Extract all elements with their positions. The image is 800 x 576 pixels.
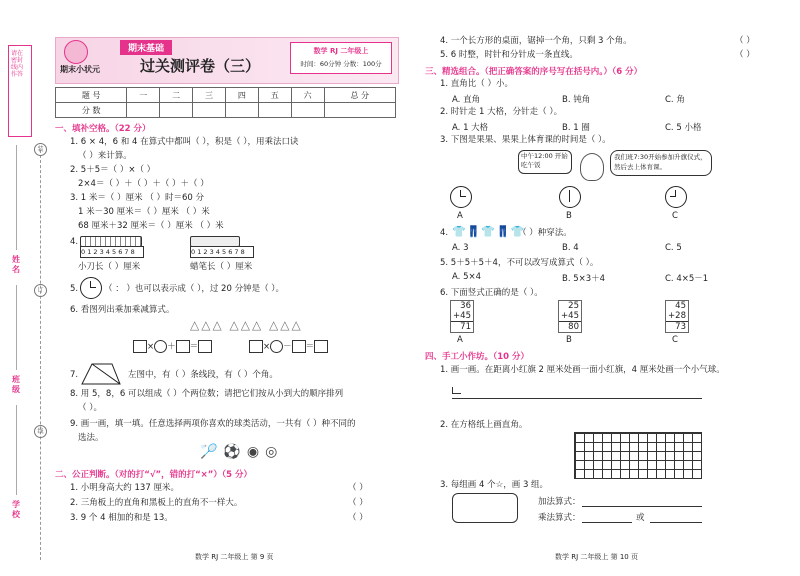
mul-answer-line-1[interactable] bbox=[582, 522, 632, 523]
s1-q5-number: 5. bbox=[70, 284, 79, 294]
drawing-line[interactable] bbox=[452, 398, 702, 399]
seal-line bbox=[40, 150, 41, 560]
section-1-title: 一、填补空格。（22 分） bbox=[55, 124, 151, 134]
score-cell: 分 数 bbox=[56, 103, 127, 118]
s1-q5-text: （ ： ）也可以表示成（ ），过 20 分钟是（ ）。 bbox=[104, 284, 285, 294]
clock-a-icon bbox=[450, 186, 472, 208]
child-icon bbox=[580, 153, 604, 181]
s1-q4-number: 4. bbox=[70, 237, 79, 247]
s3-q3-opt-a[interactable]: A bbox=[457, 211, 463, 221]
score-header-row bbox=[56, 88, 396, 103]
calc-b-top: 25 bbox=[568, 301, 579, 311]
section-3-title: 三、精选组合。（把正确答案的序号写在括号内。）（6 分） bbox=[425, 67, 643, 77]
score-input[interactable] bbox=[258, 103, 291, 118]
s1-q7-number: 7. bbox=[70, 370, 79, 380]
school-label: 学校 bbox=[12, 500, 20, 519]
score-cell: 六 bbox=[291, 88, 324, 103]
s4-q3-add-label: 加法算式： bbox=[538, 497, 581, 507]
clock-c-icon bbox=[665, 186, 687, 208]
flag-icon bbox=[452, 387, 461, 394]
clock-icon bbox=[80, 277, 102, 299]
s3-q1-opt-c[interactable]: C. 角 bbox=[665, 95, 685, 105]
trapezoid-icon bbox=[80, 362, 122, 386]
logo-text: 期末小状元 bbox=[60, 65, 100, 74]
score-cell: 题 号 bbox=[56, 88, 127, 103]
s3-q6-text: 6. 下面竖式正确的是（ ）。 bbox=[440, 288, 543, 298]
s1-q3-line3: 68 厘米＋32 厘米＝（ ）厘米 （ ）米 bbox=[78, 221, 224, 231]
s1-q6-text: 6. 看图列出乘加乘减算式。 bbox=[70, 305, 175, 315]
s1-q2-line2: 2×4＝（ ）＋（ ）＋（ ）＋（ ） bbox=[78, 179, 209, 189]
add-answer-line[interactable] bbox=[582, 506, 702, 507]
s4-q3-or: 或 bbox=[636, 513, 645, 523]
score-input[interactable] bbox=[291, 103, 324, 118]
s2-q1-text: 1. 小明身高大约 137 厘米。 bbox=[70, 483, 179, 493]
s3-q2-opt-c[interactable]: C. 5 小格 bbox=[665, 123, 702, 133]
vertical-calc-c bbox=[665, 300, 689, 333]
school-line bbox=[16, 405, 17, 495]
s1-q8-line2: （ ）。 bbox=[78, 403, 102, 413]
star-drawing-box[interactable] bbox=[452, 493, 518, 523]
s2-q4-text: 4. 一个长方形的桌面，锯掉一个角，只剩 3 个角。 bbox=[440, 36, 632, 46]
footer-left: 数学 RJ 二年级上 第 9 页 bbox=[195, 553, 274, 561]
score-cell: 五 bbox=[258, 88, 291, 103]
s4-q2-text: 2. 在方格纸上画直角。 bbox=[440, 420, 528, 430]
s3-q5-opt-c[interactable]: C. 4×5－1 bbox=[665, 274, 709, 284]
info-grade: 数学 RJ 二年级上 bbox=[313, 47, 369, 55]
score-cell: 一 bbox=[127, 88, 160, 103]
grid-paper[interactable] bbox=[574, 432, 702, 479]
s4-q3-text: 3. 每组画 4 个☆，画 3 组。 bbox=[440, 480, 549, 490]
s1-q9-line1: 9. 画一画，填一填。任意选择两项你喜欢的球类活动，一共有（ ）种不同的 bbox=[70, 419, 356, 429]
calc-b-result: 80 bbox=[568, 322, 579, 332]
name-line bbox=[16, 145, 17, 250]
s3-q3-opt-c[interactable]: C bbox=[672, 211, 678, 221]
s3-q6-opt-b[interactable]: B bbox=[566, 335, 572, 345]
clock-b-icon bbox=[559, 186, 581, 208]
s1-q8-line1: 8. 用 5，8，6 可以组成（ ）个两位数；请把它们按从小到大的顺序排列 bbox=[70, 389, 344, 399]
score-table bbox=[55, 87, 396, 118]
calc-c-top: 45 bbox=[675, 301, 686, 311]
s1-q1-line1: 1. 6 × 4，6 和 4 在算式中都叫（ ），积是（ ），用乘法口诀 bbox=[70, 137, 299, 147]
s2-q2-text: 2. 三角板上的直角和黑板上的直角不一样大。 bbox=[70, 498, 243, 508]
s1-q4-knife: 小刀长（ ）厘米 bbox=[78, 262, 141, 272]
section-4-title: 四、手工小作坊。（10 分） bbox=[425, 352, 530, 362]
speech-bubble-1: 中午12:00 开始吃午饭 bbox=[518, 150, 572, 174]
s3-q1-opt-b[interactable]: B. 钝角 bbox=[562, 95, 591, 105]
calc-c-add: +28 bbox=[666, 311, 688, 322]
s4-q3-mul-label: 乘法算式： bbox=[538, 513, 581, 523]
score-input[interactable] bbox=[127, 103, 160, 118]
s3-q4-opt-c[interactable]: C. 5 bbox=[665, 243, 682, 253]
s1-q4-crayon: 蜡笔长（ ）厘米 bbox=[190, 262, 253, 272]
s3-q5-opt-b[interactable]: B. 5×3＋4 bbox=[562, 274, 606, 284]
s3-q4-text: （ ）种穿法。 bbox=[518, 228, 572, 238]
vertical-calc-a bbox=[450, 300, 474, 333]
s3-q4-opt-b[interactable]: B. 4 bbox=[562, 243, 579, 253]
header-tag: 期末基础 bbox=[120, 40, 172, 55]
score-cell: 四 bbox=[225, 88, 258, 103]
s3-q1-opt-a[interactable]: A. 直角 bbox=[452, 95, 481, 105]
s4-q1-text: 1. 画一画。在距离小红旗 2 厘米处画一面小红旗，4 厘米处画一个小气球。 bbox=[440, 365, 725, 375]
score-input[interactable] bbox=[225, 103, 258, 118]
s1-q9-line2: 选法。 bbox=[78, 433, 104, 443]
section-2-title: 二、公正判断。（对的打“√”，错的打“×”）（5 分） bbox=[55, 470, 253, 480]
s3-q2-text: 2. 时针走 1 大格，分针走（ ）。 bbox=[440, 107, 563, 117]
s1-q2-line1: 2. 5＋5＝（ ）×（ ） bbox=[70, 165, 156, 175]
calc-a-add: +45 bbox=[451, 311, 473, 322]
margin-notice-text: 请在密封线内作答 bbox=[11, 50, 24, 78]
seal-char-2: 订 bbox=[34, 284, 47, 297]
info-time: 时间：60分钟 分数：100分 bbox=[300, 60, 382, 68]
s2-q3-text: 3. 9 个 4 相加的和是 13。 bbox=[70, 513, 173, 523]
page-title: 过关测评卷（三） bbox=[140, 57, 261, 75]
s1-q3-line1: 3. 1 米＝（ ）厘米 （ ）时＝60 分 bbox=[70, 193, 205, 203]
speech-bubble-2: 我们班7:30开始参加升旗仪式，然后去上体育课。 bbox=[610, 150, 712, 176]
hats-picture: △△△ △△△ △△△ bbox=[190, 318, 303, 332]
s3-q2-opt-b[interactable]: B. 1 圈 bbox=[562, 123, 590, 133]
s1-q7-text: 左图中，有（ ）条线段，有（ ）个角。 bbox=[128, 370, 278, 380]
info-box bbox=[290, 42, 392, 74]
s2-q4-answer[interactable]: （ ） bbox=[735, 36, 755, 46]
s3-q3-opt-b[interactable]: B bbox=[566, 211, 572, 221]
s1-q1-line2: （ ）来计算。 bbox=[78, 151, 132, 161]
s3-q6-opt-a[interactable]: A bbox=[457, 335, 463, 345]
s3-q3-text: 3. 下图是果果、果果上体育课的时间是（ ）。 bbox=[440, 135, 611, 145]
score-input[interactable] bbox=[193, 103, 226, 118]
class-label: 班级 bbox=[12, 375, 20, 394]
s3-q2-opt-a[interactable]: A. 1 大格 bbox=[452, 123, 489, 133]
score-cell: 总 分 bbox=[324, 88, 395, 103]
margin-notice-box bbox=[8, 45, 32, 137]
ruler-b: 0 1 2 3 4 5 6 7 8 bbox=[190, 246, 254, 258]
score-input[interactable] bbox=[160, 103, 193, 118]
s3-q5-opt-a[interactable]: A. 5×4 bbox=[452, 272, 482, 282]
logo-icon bbox=[64, 40, 88, 64]
s3-q4-number: 4. bbox=[440, 228, 449, 238]
s3-q5-text: 5. 5＋5＋5＋4，不可以改写成算式（ ）。 bbox=[440, 258, 599, 268]
name-label: 姓名 bbox=[12, 255, 20, 274]
s2-q3-answer[interactable]: （ ） bbox=[348, 513, 368, 523]
s1-q6-boxes-a[interactable]: × ＋ ＝ bbox=[133, 340, 212, 353]
ruler-a: 0 1 2 3 4 5 6 7 8 bbox=[80, 246, 144, 258]
calc-c-result: 73 bbox=[675, 322, 686, 332]
s3-q6-opt-c[interactable]: C bbox=[672, 335, 678, 345]
s3-q4-opt-a[interactable]: A. 3 bbox=[452, 243, 469, 253]
s1-q6-boxes-b[interactable]: × － ＝ bbox=[249, 340, 328, 353]
balls-picture: 🏸⚽◉◎ bbox=[200, 444, 284, 460]
calc-a-result: 71 bbox=[460, 322, 471, 332]
s2-q5-answer[interactable]: （ ） bbox=[735, 50, 755, 60]
s1-q3-line2: 1 米－30 厘米＝（ ）厘米 （ ）米 bbox=[78, 207, 210, 217]
clothes-picture: 👕👖👕👖👕 bbox=[452, 225, 526, 238]
s2-q2-answer[interactable]: （ ） bbox=[348, 498, 368, 508]
mul-answer-line-2[interactable] bbox=[650, 522, 702, 523]
calc-a-top: 36 bbox=[460, 301, 471, 311]
calc-b-add: +45 bbox=[559, 311, 581, 322]
s2-q1-answer[interactable]: （ ） bbox=[348, 483, 368, 493]
seal-char-1: 装 bbox=[34, 143, 47, 156]
s3-q1-text: 1. 直角比（ ）小。 bbox=[440, 79, 514, 89]
score-value-row bbox=[56, 103, 396, 118]
s2-q5-text: 5. 6 时整，时针和分针成一条直线。 bbox=[440, 50, 578, 60]
score-cell: 三 bbox=[193, 88, 226, 103]
vertical-calc-b bbox=[558, 300, 582, 333]
seal-char-3: 线 bbox=[34, 425, 47, 438]
class-line bbox=[16, 285, 17, 370]
score-input[interactable] bbox=[324, 103, 395, 118]
footer-right: 数学 RJ 二年级上 第 10 页 bbox=[555, 553, 638, 561]
score-cell: 二 bbox=[160, 88, 193, 103]
